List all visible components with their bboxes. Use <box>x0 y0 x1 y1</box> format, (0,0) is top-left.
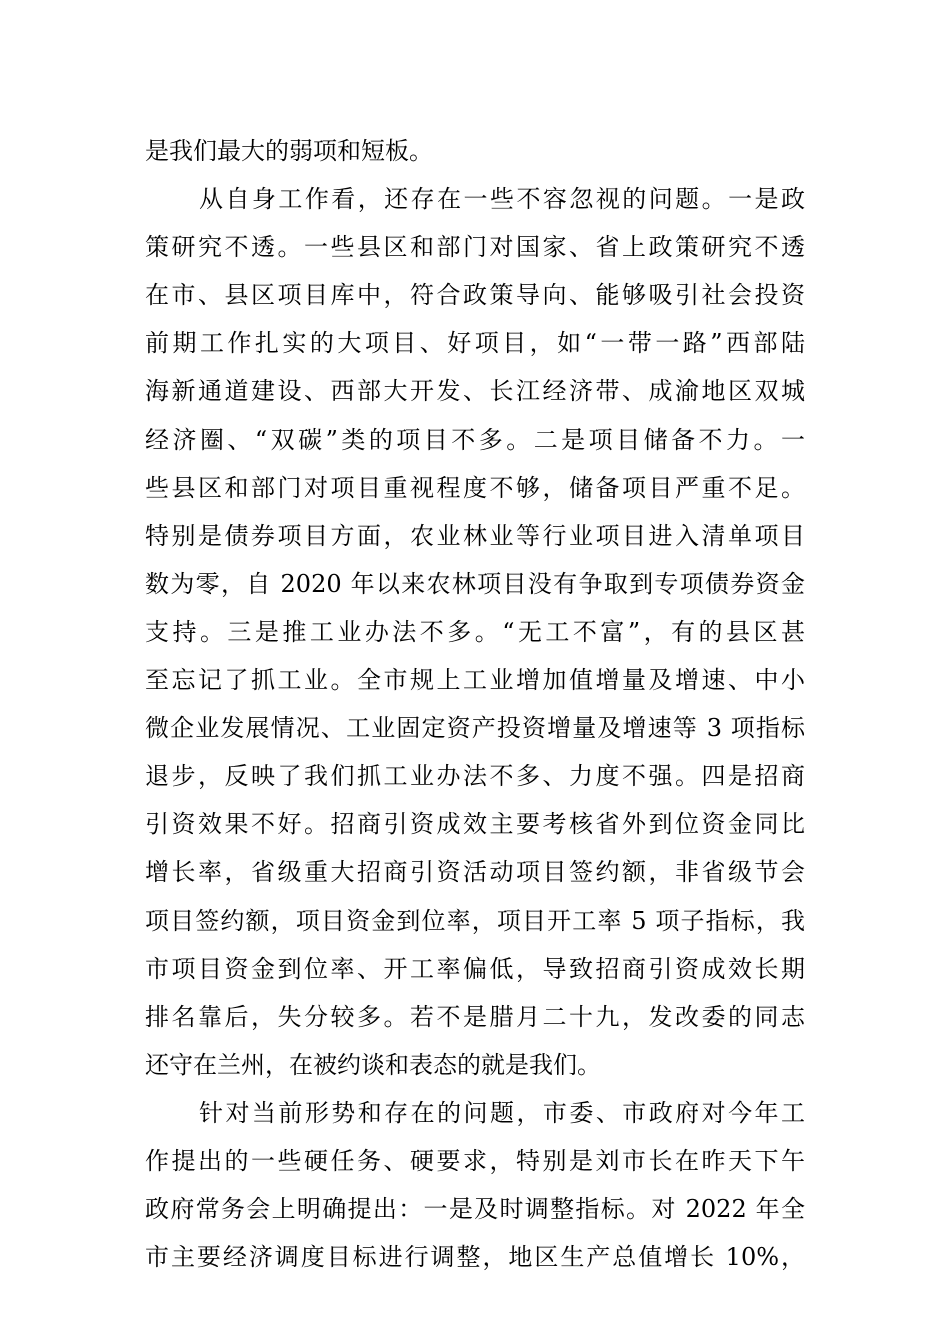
text-line: 前期工作扎实的大项目、好项目，如“一带一路”西部陆 <box>145 329 805 358</box>
text-line: 排名靠后，失分较多。若不是腊月二十九，发改委的同志 <box>145 1002 805 1031</box>
text-line: 从自身工作看，还存在一些不容忽视的问题。一是政 <box>199 185 805 214</box>
text-line: 是我们最大的弱项和短板。 <box>145 137 433 165</box>
text-line: 策研究不透。一些县区和部门对国家、省上政策研究不透 <box>145 233 805 262</box>
text-line: 市项目资金到位率、开工率偏低，导致招商引资成效长期 <box>145 954 805 983</box>
text-line: 项目签约额，项目资金到位率，项目开工率 5 项子指标，我 <box>145 906 805 935</box>
text-line: 微企业发展情况、工业固定资产投资增量及增速等 3 项指标 <box>145 714 805 743</box>
text-line: 支持。三是推工业办法不多。“无工不富”，有的县区甚 <box>145 617 805 646</box>
text-line: 至忘记了抓工业。全市规上工业增加值增量及增速、中小 <box>145 666 805 695</box>
text-line: 些县区和部门对项目重视程度不够，储备项目严重不足。 <box>145 473 805 502</box>
text-line: 作提出的一些硬任务、硬要求，特别是刘市长在昨天下午 <box>145 1146 805 1175</box>
text-line: 海新通道建设、西部大开发、长江经济带、成渝地区双城 <box>145 377 805 406</box>
text-line: 政府常务会上明确提出：一是及时调整指标。对 2022 年全 <box>145 1195 805 1224</box>
text-line: 引资效果不好。招商引资成效主要考核省外到位资金同比 <box>145 810 805 839</box>
text-line: 在市、县区项目库中，符合政策导向、能够吸引社会投资 <box>145 281 805 310</box>
text-line: 数为零，自 2020 年以来农林项目没有争取到专项债券资金 <box>145 569 805 598</box>
text-line: 特别是债券项目方面，农业林业等行业项目进入清单项目 <box>145 521 805 550</box>
text-line: 市主要经济调度目标进行调整，地区生产总值增长 10%， <box>145 1243 805 1272</box>
text-line: 还守在兰州，在被约谈和表态的就是我们。 <box>145 1050 601 1079</box>
body-text <box>145 127 805 1281</box>
text-line: 针对当前形势和存在的问题，市委、市政府对今年工 <box>199 1098 805 1127</box>
text-line: 经济圈、“双碳”类的项目不多。二是项目储备不力。一 <box>145 425 805 454</box>
text-line: 增长率，省级重大招商引资活动项目签约额，非省级节会 <box>145 858 805 887</box>
text-line: 退步，反映了我们抓工业办法不多、力度不强。四是招商 <box>145 762 805 791</box>
